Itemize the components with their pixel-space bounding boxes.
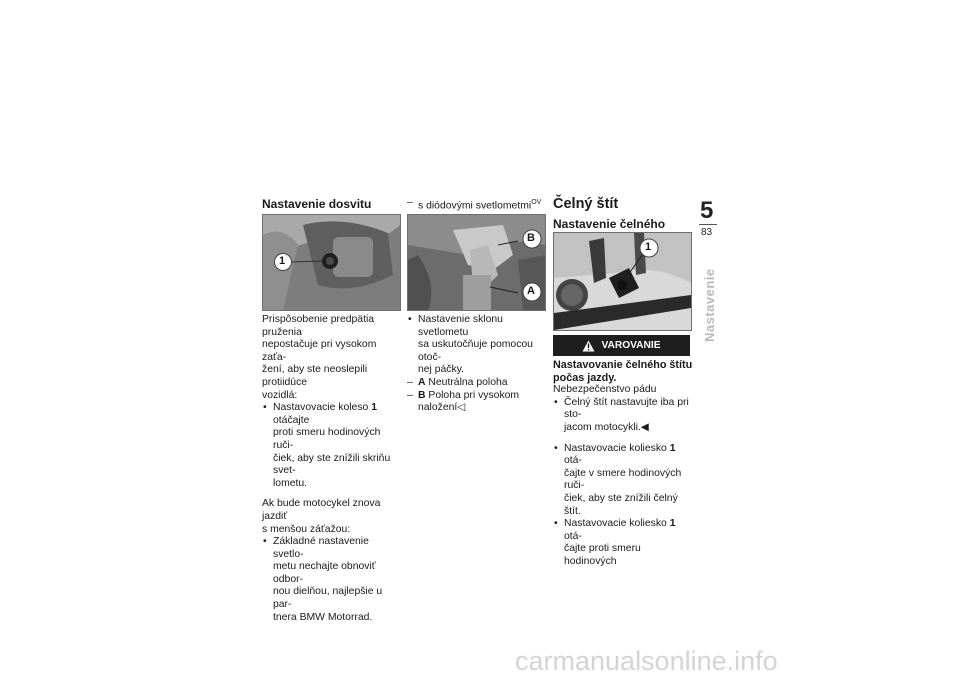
figure-callout-b: B [527, 232, 535, 244]
figure-headlight-tilt-lever [407, 214, 546, 311]
warning-triangle-icon [582, 340, 595, 352]
list-item: • Základné nastavenie svetlo- metu nechajte obnoviť odbor- nou dielňou, najlepšie u par- tnera BMW Motorrad. [262, 536, 400, 624]
list-item: – s diódovými svetlometmi$^{OV}$ [407, 197, 547, 213]
chapter-number: 5 [700, 197, 714, 224]
chapter-sidebar-label: Nastavenie [702, 268, 717, 342]
end-mark-icon: ◀ [640, 421, 649, 433]
list-item: • Nastavovacie koliesko 1 otá- čajte v smere hodinových ruči- čiek, aby ste znížili čelný štít. [553, 443, 693, 519]
chapter-title: Čelný štít [553, 196, 619, 212]
section-heading-stit: Nastavenie čelného [553, 217, 666, 231]
chapter-divider [699, 224, 717, 225]
figure-headlight-range-knob [262, 214, 401, 311]
list-item: • Čelný štít nastavujte iba pri sto- jacom motocykli.◀ [553, 397, 693, 435]
page-number: 83 [701, 227, 713, 238]
column-3-text: Nastavovanie čelného štítu počas jazdy. Nebezpečenstvo pádu • Čelný štít nastavujte iba pri sto- jacom motocykli.◀ • Nastavovacie koliesko 1 otá- čajte v smere hodinových ruči- čiek, aby ste znížili čelný štít. • Nastavovacie koliesko 1 otá- čajte proti smeru hodinových [553, 359, 693, 569]
column-2 [407, 197, 547, 213]
list-item: • Nastavovacie koliesko 1 otá- čajte proti smeru hodinových [553, 518, 693, 568]
list-item: – B Poloha pri vysokom naložení◁ [407, 390, 547, 415]
figure-callout-1: 1 [279, 255, 286, 267]
list-item: • Nastavovacie koleso 1 otáčajte proti smeru hodinových ruči- čiek, aby ste znížili skriňu svet- lometu. [262, 402, 400, 490]
column-2-text [407, 314, 547, 415]
list-item: • Nastavenie sklonu svetlometu sa uskutočňuje pomocou otoč- nej páčky. [407, 314, 547, 377]
column-1-text: Prispôsobenie predpätia pruženia nepostačuje pri vysokom zaťa- žení, aby ste neoslepili protiidúce vozidlá: • Nastavovacie koleso 1 otáčajte proti smeru hodinových ruči- čiek, aby ste znížili skriňu svet- lometu. Ak bude motocykel znova jazdiť s menšou záťažou: • Základné nastavenie svetlo- metu nechajte obnoviť odbor- nou dielňou, najlepšie u par- tnera BMW Motorrad. [262, 314, 400, 624]
figure-callout-a: A [527, 285, 535, 297]
figure-windshield-knob [553, 232, 692, 331]
section-heading-dosvit: Nastavenie dosvitu [262, 197, 372, 211]
figure-callout-1: 1 [645, 241, 652, 253]
warning-banner: VAROVANIE [553, 335, 690, 356]
list-item: – A Neutrálna poloha [407, 377, 547, 390]
column-1 [262, 197, 400, 211]
watermark: carmanualsonline.info [515, 646, 778, 676]
end-mark-icon: ◁ [457, 402, 466, 414]
